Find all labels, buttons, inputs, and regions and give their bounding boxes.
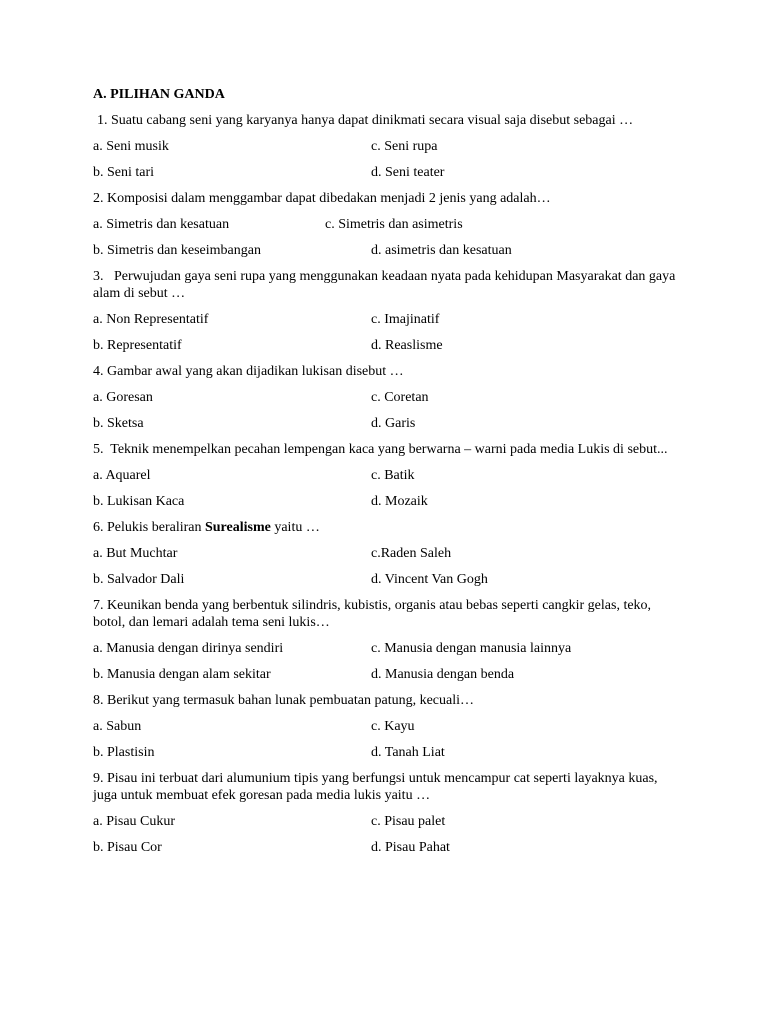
question-6: [93, 519, 678, 536]
option-b: b. Representatif: [93, 338, 182, 353]
question-7: 7. Keunikan benda yang berbentuk silindris, kubistis, organis atau bebas seperti cangkir gelas, teko, botol, dan lemari adalah tema seni lukis…: [93, 598, 652, 630]
option-a: a. Simetris dan kesatuan: [93, 217, 230, 232]
option-c: c. Simetris dan asimetris: [325, 217, 463, 232]
question-1: 1. Suatu cabang seni yang karyanya hanya dapat dinikmati secara visual saja disebut sebagai …: [97, 113, 634, 128]
options-row: [93, 216, 678, 233]
option-c: c. Imajinatif: [371, 312, 440, 327]
option-b: b. Manusia dengan alam sekitar: [93, 667, 271, 682]
question-8: 8. Berikut yang termasuk bahan lunak pembuatan patung, kecuali…: [93, 693, 475, 708]
option-d: d. Vincent Van Gogh: [371, 572, 488, 587]
options-row: [93, 545, 678, 562]
option-b: b. Sketsa: [93, 416, 144, 431]
options-row: [93, 389, 678, 406]
options-row: [93, 813, 678, 830]
option-a: a. Non Representatif: [93, 312, 209, 327]
section-title: A. PILIHAN GANDA: [93, 87, 225, 102]
option-a: a. Pisau Cukur: [93, 814, 176, 829]
options-row: [93, 138, 678, 155]
options-row: [93, 744, 678, 761]
option-d: d. Tanah Liat: [371, 745, 445, 760]
question-9: 9. Pisau ini terbuat dari alumunium tipis yang berfungsi untuk mencampur cat seperti layaknya kuas, juga untuk membuat efek goresan pada media lukis yaitu …: [93, 771, 658, 803]
option-a: a. Aquarel: [93, 468, 151, 483]
options-row: [93, 337, 678, 354]
options-row: [93, 640, 678, 657]
question-2: 2. Komposisi dalam menggambar dapat dibedakan menjadi 2 jenis yang adalah…: [93, 191, 551, 206]
option-d: d. Mozaik: [371, 494, 428, 509]
option-d: d. Reaslisme: [371, 338, 443, 353]
options-row: [93, 718, 678, 735]
option-b: b. Salvador Dali: [93, 572, 185, 587]
options-row: [93, 467, 678, 484]
options-row: [93, 311, 678, 328]
question-6-text-start: 6. Pelukis beraliran: [93, 520, 205, 535]
question-6-emphasis: Surealisme: [204, 520, 271, 535]
options-row: [93, 415, 678, 432]
option-c: c.Raden Saleh: [371, 546, 452, 561]
option-b: b. Pisau Cor: [93, 840, 162, 855]
option-a: a. Seni musik: [93, 139, 169, 154]
options-row: [93, 571, 678, 588]
question-4: 4. Gambar awal yang akan dijadikan lukisan disebut …: [93, 364, 404, 379]
options-row: [93, 666, 678, 683]
option-c: c. Seni rupa: [371, 139, 438, 154]
option-c: c. Pisau palet: [371, 814, 446, 829]
option-d: d. Pisau Pahat: [371, 840, 450, 855]
option-c: c. Manusia dengan manusia lainnya: [371, 641, 572, 656]
option-d: d. Manusia dengan benda: [371, 667, 515, 682]
option-d: d. Seni teater: [371, 165, 445, 180]
option-b: b. Lukisan Kaca: [93, 494, 185, 509]
option-a: a. Sabun: [93, 719, 142, 734]
options-row: [93, 839, 678, 856]
question-3: 3. Perwujudan gaya seni rupa yang menggunakan keadaan nyata pada kehidupan Masyarakat dan gaya alam di sebut …: [93, 269, 679, 301]
option-b: b. Simetris dan keseimbangan: [93, 243, 261, 258]
option-b: b. Plastisin: [93, 745, 155, 760]
worksheet-page: [93, 86, 678, 865]
option-c: c. Coretan: [371, 390, 429, 405]
options-row: [93, 493, 678, 510]
option-c: c. Batik: [371, 468, 415, 483]
option-d: d. Garis: [371, 416, 416, 431]
question-6-text-end: yaitu …: [270, 520, 320, 535]
options-row: [93, 242, 678, 259]
options-row: [93, 164, 678, 181]
question-5: 5. Teknik menempelkan pecahan lempengan kaca yang berwarna – warni pada media Lukis di sebut...: [93, 442, 668, 457]
option-c: c. Kayu: [371, 719, 415, 734]
option-b: b. Seni tari: [93, 165, 155, 180]
option-a: a. Manusia dengan dirinya sendiri: [93, 641, 284, 656]
option-a: a. But Muchtar: [93, 546, 178, 561]
option-d: d. asimetris dan kesatuan: [371, 243, 512, 258]
option-a: a. Goresan: [93, 390, 153, 405]
